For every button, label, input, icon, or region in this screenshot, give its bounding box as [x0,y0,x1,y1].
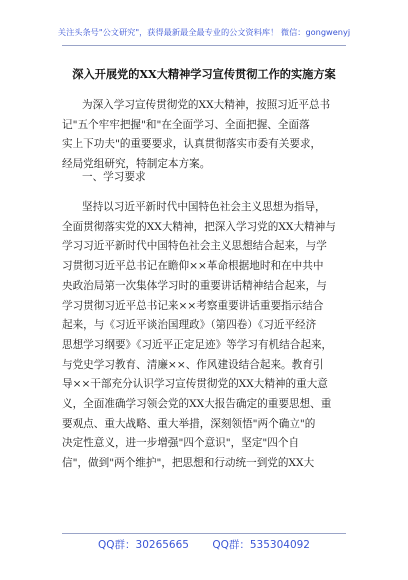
document-title: 深入开展党的XX大精神学习宣传贯彻工作的实施方案 [72,67,336,81]
footer-qq-group-2: QQ群：535304092 [212,539,310,551]
body-line: 导××干部充分认识学习宣传贯彻党的XX大精神的重大意 [62,378,328,391]
body-line: 要观点、重大战略、重大举措，深刻领悟"两个确立"的 [62,417,316,430]
body-line: 思想学习纲要》《习近平正定足迹》等学习有机结合起来， [62,338,333,351]
body-line: 义，全面准确学习领会党的XX大报告确定的重要思想、重 [62,398,332,411]
body-line: 决定性意义，进一步增强"四个意识"，坚定"四个自 [62,437,300,450]
header-divider [62,45,346,46]
footer-divider [62,533,346,534]
footer-contact [0,537,408,552]
footer-qq-group-1: QQ群：30265665 [98,539,189,551]
intro-paragraph [62,96,352,175]
body-line: 央政治局第一次集体学习时的重要讲话精神结合起来，与 [62,279,327,292]
body-line: 习贯彻习近平总书记在瞻仰××革命根据地时和在中共中 [62,260,324,273]
body-line: 全面贯彻落实党的XX大精神，把深入学习党的XX大精神与 [62,220,336,233]
body-line: 信"，做到"两个维护"，把思想和行动统一到党的XX大 [62,457,315,470]
intro-line: 记"五个牢牢把握"和"在全面学习、全面把握、全面落 [62,118,310,131]
header-promo-note: 关注头条号"公文研究"，获得最新最全最专业的公文资料库！ 微信：gongwenyj [57,27,351,37]
body-line: 坚持以习近平新时代中国特色社会主义思想为指导， [82,201,326,213]
intro-line: 为深入学习宣传贯彻党的XX大精神，按照习近平总书 [82,99,331,111]
body-line: 学习习近平新时代中国特色社会主义思想结合起来，与学 [62,240,327,253]
intro-line: 实上下功夫"的重要要求，认真贯彻落实市委有关要求， [62,138,322,151]
section1-paragraph [62,198,352,474]
body-line: 起来，与《习近平谈治国理政》（第四卷）《习近平经济 [62,319,317,332]
intro-line: 经局党组研究，特制定本方案。 [62,158,211,171]
section-heading-text: 一、学习要求 [82,171,146,183]
section-heading-1 [62,168,352,188]
body-line: 与党史学习教育、清廉××、作风建设结合起来。教育引 [62,358,324,371]
body-line: 学习贯彻习近平总书记来××考察重要讲话重要指示结合 [62,299,324,312]
